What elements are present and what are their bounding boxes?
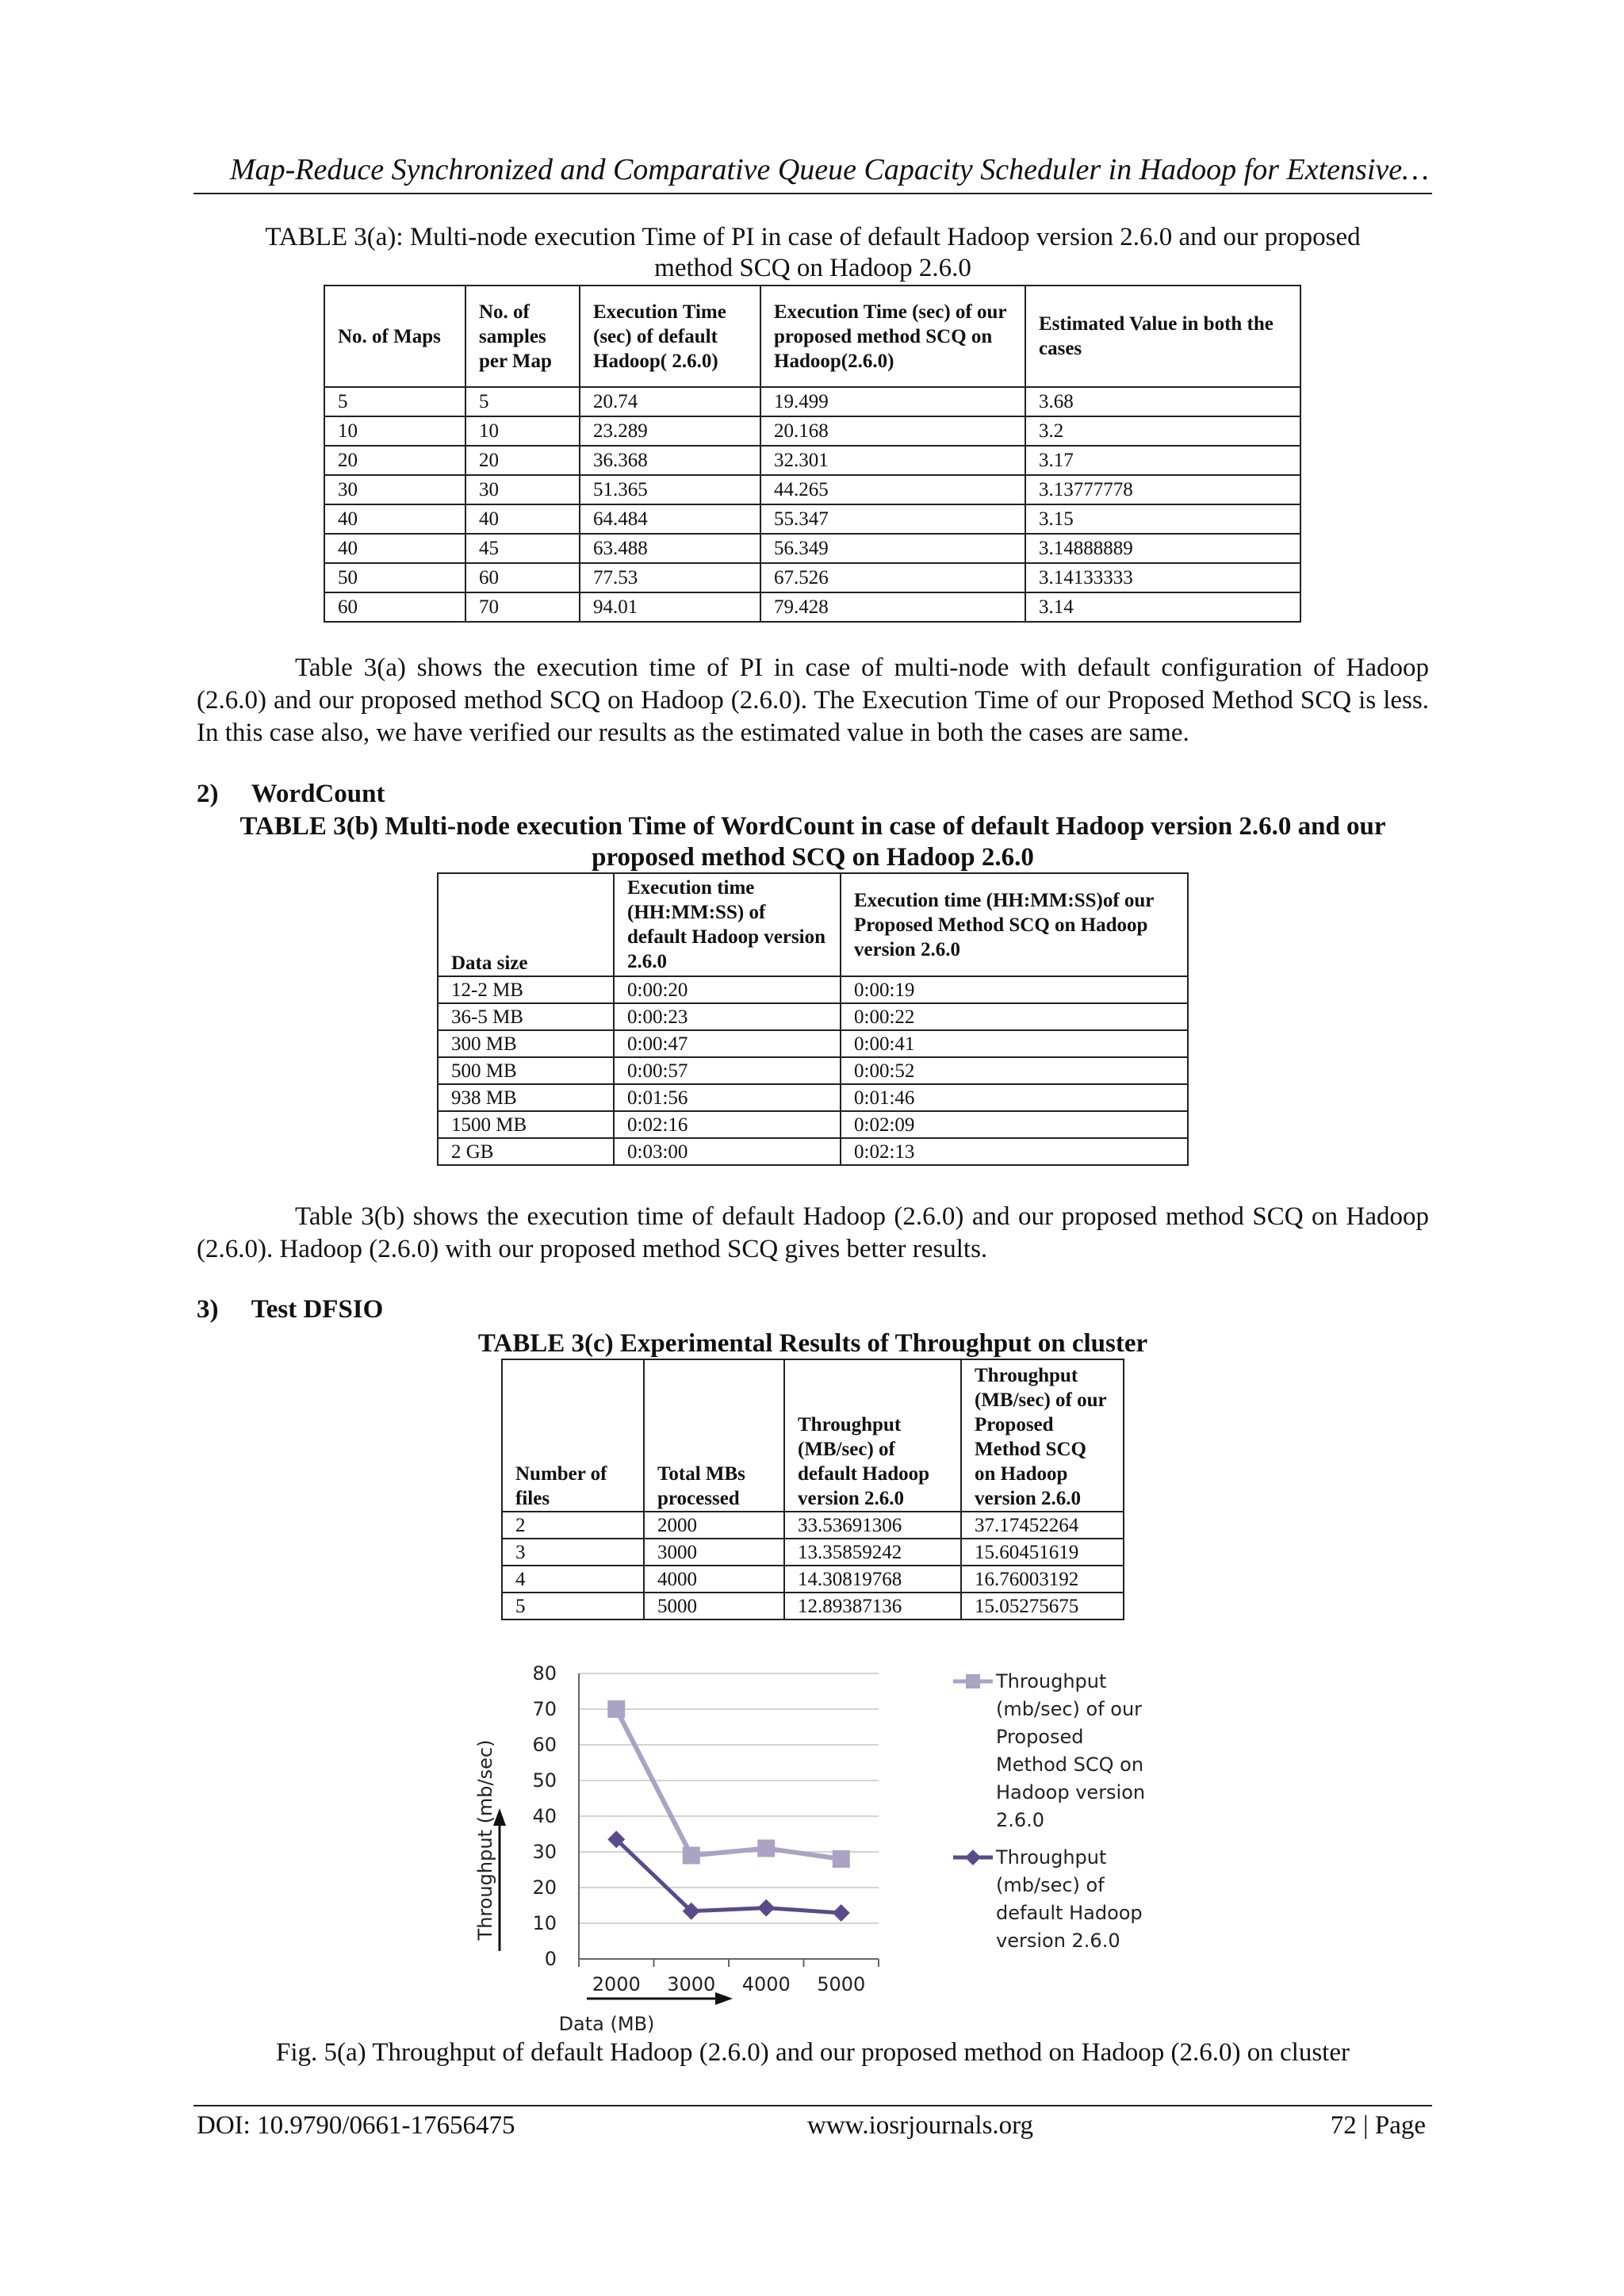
table-a-cell: 51.365 <box>580 475 760 504</box>
data-point-square <box>607 1700 625 1718</box>
table-a-cell: 3.14133333 <box>1025 563 1300 592</box>
table-b-row <box>438 976 1188 1003</box>
table-b-cell: 0:00:19 <box>841 976 1188 1003</box>
y-tick-label: 50 <box>532 1769 557 1792</box>
table-b-cell: 0:02:13 <box>841 1138 1188 1165</box>
y-tick-label: 70 <box>532 1698 557 1720</box>
table-a-row <box>324 592 1300 622</box>
table-a-cell: 56.349 <box>760 534 1025 563</box>
table-a-cell: 3.13777778 <box>1025 475 1300 504</box>
table-b-cell: 0:02:16 <box>614 1111 841 1138</box>
table-a-header: Execution Time (sec) of default Hadoop( 2.6.0) <box>580 286 760 387</box>
table-a-cell: 20.168 <box>760 416 1025 446</box>
table-b <box>437 872 1189 1166</box>
legend-label: Proposed <box>996 1726 1084 1748</box>
legend-label: Hadoop version <box>996 1781 1146 1803</box>
legend-label: version 2.6.0 <box>996 1930 1120 1952</box>
table-c-cell: 13.35859242 <box>784 1539 961 1566</box>
table-b-caption-line1: TABLE 3(b) Multi-node execution Time of WordCount in case of default Hadoop version 2.6.0 and our <box>239 812 1386 841</box>
table-b-cell: 0:01:56 <box>614 1084 841 1111</box>
table-c-cell: 14.30819768 <box>784 1566 961 1593</box>
table-c-cell: 4000 <box>644 1566 784 1593</box>
table-a-cell: 20.74 <box>580 387 760 416</box>
table-c-cell: 4 <box>502 1566 644 1593</box>
table-c <box>501 1359 1124 1620</box>
header-rule <box>193 193 1432 194</box>
table-b-header: Data size <box>438 873 614 976</box>
y-tick-label: 30 <box>532 1841 557 1863</box>
table-c-cell: 37.17452264 <box>961 1512 1124 1539</box>
x-axis-arrow-head <box>715 1992 733 2005</box>
table-c-cell: 15.60451619 <box>961 1539 1124 1566</box>
table-a-row <box>324 504 1300 534</box>
x-tick-label: 5000 <box>817 1973 866 1995</box>
table-a-cell: 32.301 <box>760 446 1025 475</box>
table-a-cell: 20 <box>324 446 465 475</box>
table-a-cell: 40 <box>324 504 465 534</box>
table-a-cell: 5 <box>465 387 580 416</box>
table-c-cell: 15.05275675 <box>961 1593 1124 1619</box>
table-b-header: Execution time (HH:MM:SS) of default Hadoop version 2.6.0 <box>614 873 841 976</box>
table-c-cell: 3000 <box>644 1539 784 1566</box>
legend-label: (mb/sec) of our <box>996 1698 1143 1720</box>
table-b-cell: 938 MB <box>438 1084 614 1111</box>
table-a-cell: 5 <box>324 387 465 416</box>
table-b-cell: 2 GB <box>438 1138 614 1165</box>
table-a-header: Estimated Value in both the cases <box>1025 286 1300 387</box>
table-a-cell: 55.347 <box>760 504 1025 534</box>
table-b-cell: 0:01:46 <box>841 1084 1188 1111</box>
table-a-cell: 64.484 <box>580 504 760 534</box>
table-b-cell: 12-2 MB <box>438 976 614 1003</box>
y-tick-label: 0 <box>544 1948 557 1970</box>
table-a-header: No. of Maps <box>324 286 465 387</box>
table-a-cell: 45 <box>465 534 580 563</box>
data-point-diamond <box>757 1899 775 1917</box>
table-b-cell: 0:02:09 <box>841 1111 1188 1138</box>
table-c-row <box>502 1566 1124 1593</box>
table-a-cell: 40 <box>324 534 465 563</box>
legend-marker-diamond <box>965 1849 981 1865</box>
paragraph-table-a <box>197 652 1429 749</box>
legend-label: Method SCQ on <box>996 1754 1144 1776</box>
x-tick-label: 3000 <box>667 1973 716 1995</box>
table-c-header: Number of files <box>502 1359 644 1512</box>
data-point-square <box>833 1850 850 1868</box>
table-a-cell: 30 <box>465 475 580 504</box>
table-c-row <box>502 1512 1124 1539</box>
table-b-row <box>438 1138 1188 1165</box>
table-c-cell: 2 <box>502 1512 644 1539</box>
table-b-row <box>438 1084 1188 1111</box>
table-b-cell: 0:00:52 <box>841 1057 1188 1084</box>
table-b-cell: 300 MB <box>438 1030 614 1057</box>
table-b-cell: 500 MB <box>438 1057 614 1084</box>
table-a-caption-line1: TABLE 3(a): Multi-node execution Time of PI in case of default Hadoop version 2.6.0 and our proposed <box>265 223 1361 251</box>
table-a-cell: 70 <box>465 592 580 622</box>
y-tick-label: 80 <box>532 1662 557 1685</box>
table-b-cell: 0:00:47 <box>614 1030 841 1057</box>
table-c-cell: 12.89387136 <box>784 1593 961 1619</box>
table-a-header: Execution Time (sec) of our proposed method SCQ on Hadoop(2.6.0) <box>760 286 1025 387</box>
y-tick-label: 40 <box>532 1805 557 1827</box>
table-c-cell: 5 <box>502 1593 644 1619</box>
table-a-cell: 67.526 <box>760 563 1025 592</box>
table-c-cell: 5000 <box>644 1593 784 1619</box>
y-tick-label: 10 <box>532 1912 557 1934</box>
x-tick-label: 4000 <box>741 1973 791 1995</box>
footer-page-number: 72 | Page <box>1330 2111 1426 2140</box>
table-b-row <box>438 1030 1188 1057</box>
table-a-cell: 77.53 <box>580 563 760 592</box>
paragraph-table-b-text: Table 3(b) shows the execution time of default Hadoop (2.6.0) and our proposed method SCQ on Hadoop (2.6.0). Hadoop (2.6.0) with our proposed method SCQ gives better results. <box>197 1202 1429 1263</box>
table-a-cell: 10 <box>324 416 465 446</box>
running-header-title: Map-Reduce Synchronized and Comparative Queue Capacity Scheduler in Hadoop for Extensive… <box>230 153 1429 186</box>
legend-marker-square <box>966 1674 980 1688</box>
table-c-cell: 16.76003192 <box>961 1566 1124 1593</box>
table-a-cell: 3.15 <box>1025 504 1300 534</box>
table-a-cell: 3.17 <box>1025 446 1300 475</box>
figure-caption: Fig. 5(a) Throughput of default Hadoop (2.6.0) and our proposed method on Hadoop (2.6.0) on cluster <box>276 2038 1350 2067</box>
y-tick-label: 60 <box>532 1734 557 1756</box>
legend-label: (mb/sec) of <box>996 1874 1105 1896</box>
table-b-cell: 0:00:57 <box>614 1057 841 1084</box>
paragraph-table-a-text: Table 3(a) shows the execution time of PI in case of multi-node with default configuration of Hadoop (2.6.0) and our proposed method SCQ on Hadoop (2.6.0). The Execution Time of our Proposed Method SCQ is less. In this case also, we have verified our results as the estimated value in both the cases are same. <box>197 654 1429 747</box>
table-b-cell: 0:00:23 <box>614 1003 841 1030</box>
table-b-cell: 0:00:41 <box>841 1030 1188 1057</box>
x-tick-label: 2000 <box>592 1973 641 1995</box>
table-a-row <box>324 387 1300 416</box>
data-point-diamond <box>833 1904 850 1922</box>
table-c-header: Throughput (MB/sec) of our Proposed Method SCQ on Hadoop version 2.6.0 <box>961 1359 1124 1512</box>
table-b-cell: 1500 MB <box>438 1111 614 1138</box>
table-a-cell: 3.2 <box>1025 416 1300 446</box>
table-a-cell: 44.265 <box>760 475 1025 504</box>
throughput-chart <box>468 1650 1229 2046</box>
table-a-cell: 10 <box>465 416 580 446</box>
table-a-cell: 79.428 <box>760 592 1025 622</box>
legend-label: Throughput <box>996 1846 1107 1869</box>
table-a-cell: 30 <box>324 475 465 504</box>
table-a-cell: 50 <box>324 563 465 592</box>
table-c-caption: TABLE 3(c) Experimental Results of Throughput on cluster <box>477 1329 1148 1358</box>
table-c-row <box>502 1593 1124 1619</box>
legend-label: 2.6.0 <box>996 1809 1045 1831</box>
data-point-square <box>683 1847 700 1865</box>
table-a-cell: 60 <box>465 563 580 592</box>
table-a-cell: 3.14 <box>1025 592 1300 622</box>
table-a-cell: 63.488 <box>580 534 760 563</box>
table-b-row <box>438 1003 1188 1030</box>
table-a-row <box>324 563 1300 592</box>
data-point-square <box>757 1840 775 1857</box>
series-line <box>616 1709 841 1859</box>
table-a-row <box>324 446 1300 475</box>
x-axis-label: Data (MB) <box>558 2013 655 2035</box>
table-b-row <box>438 1057 1188 1084</box>
table-c-header: Total MBs processed <box>644 1359 784 1512</box>
y-tick-label: 20 <box>532 1876 557 1899</box>
table-a-cell: 40 <box>465 504 580 534</box>
paragraph-table-b <box>197 1201 1429 1266</box>
table-a-cell: 94.01 <box>580 592 760 622</box>
table-b-cell: 36-5 MB <box>438 1003 614 1030</box>
table-b-cell: 0:00:20 <box>614 976 841 1003</box>
table-a-row <box>324 534 1300 563</box>
section-heading-dfsio: 3) Test DFSIO <box>197 1295 384 1324</box>
table-c-cell: 2000 <box>644 1512 784 1539</box>
table-a-cell: 3.68 <box>1025 387 1300 416</box>
footer-doi: DOI: 10.9790/0661-17656475 <box>197 2111 515 2140</box>
table-c-cell: 33.53691306 <box>784 1512 961 1539</box>
table-a-cell: 23.289 <box>580 416 760 446</box>
table-c-cell: 3 <box>502 1539 644 1566</box>
table-a-cell: 3.14888889 <box>1025 534 1300 563</box>
section-heading-wordcount: 2) WordCount <box>197 780 385 808</box>
table-b-caption-line2: proposed method SCQ on Hadoop 2.6.0 <box>592 843 1034 872</box>
table-a-cell: 19.499 <box>760 387 1025 416</box>
table-c-header: Throughput (MB/sec) of default Hadoop version 2.6.0 <box>784 1359 961 1512</box>
table-b-cell: 0:00:22 <box>841 1003 1188 1030</box>
table-a-cell: 20 <box>465 446 580 475</box>
table-a-header: No. of samples per Map <box>465 286 580 387</box>
table-b-row <box>438 1111 1188 1138</box>
legend-label: Throughput <box>996 1670 1107 1692</box>
legend-label: default Hadoop <box>996 1902 1143 1924</box>
y-axis-label: Throughput (mb/sec) <box>474 1739 496 1941</box>
table-b-cell: 0:03:00 <box>614 1138 841 1165</box>
table-a-row <box>324 475 1300 504</box>
table-a <box>324 285 1301 623</box>
footer-website: www.iosrjournals.org <box>807 2111 1034 2140</box>
footer-rule <box>193 2105 1432 2106</box>
table-a-cell: 60 <box>324 592 465 622</box>
table-a-row <box>324 416 1300 446</box>
table-a-caption-line2: method SCQ on Hadoop 2.6.0 <box>654 254 971 282</box>
table-c-row <box>502 1539 1124 1566</box>
table-b-header: Execution time (HH:MM:SS)of our Proposed Method SCQ on Hadoop version 2.6.0 <box>841 873 1188 976</box>
table-a-cell: 36.368 <box>580 446 760 475</box>
